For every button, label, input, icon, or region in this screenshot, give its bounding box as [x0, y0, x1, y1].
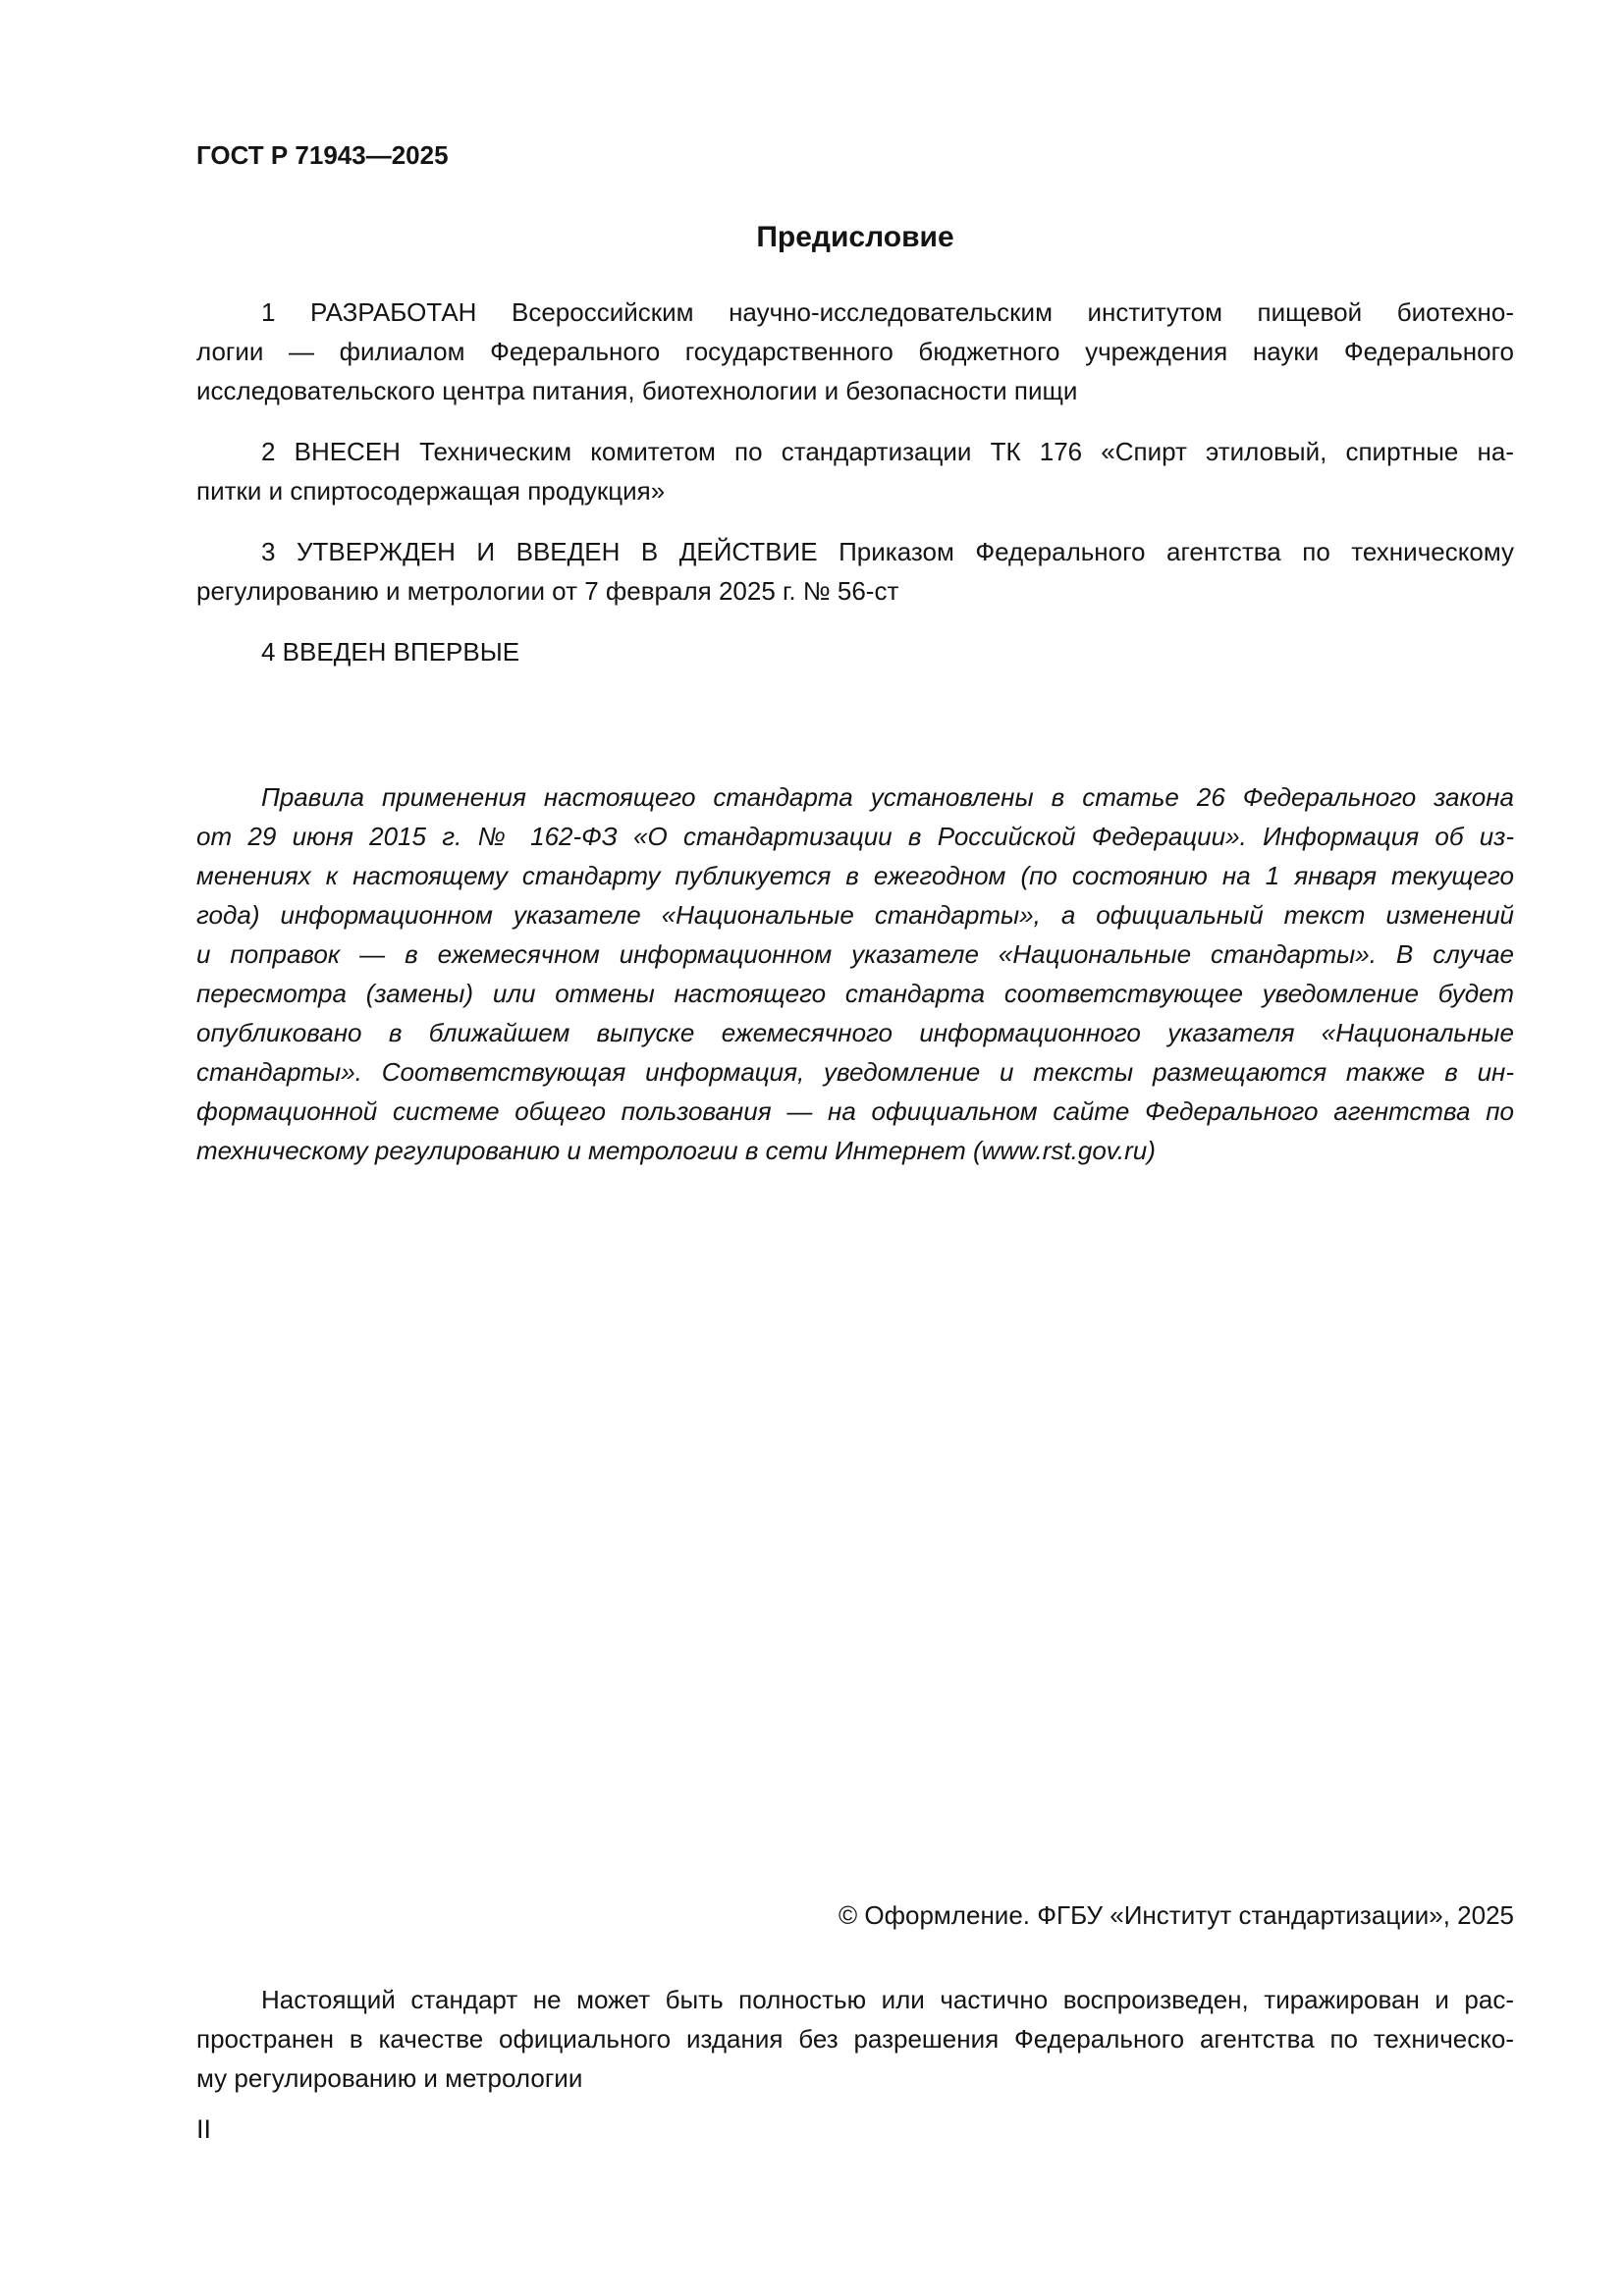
text-line: и поправок — в ежемесячном информационном указателе «Национальные стандарты». В случае	[196, 939, 1514, 969]
text-line: логии — филиалом Федерального государственного бюджетного учреждения науки Федерального	[196, 337, 1514, 366]
text-line: опубликовано в ближайшем выпуске ежемесячного информационного указателя «Национальные	[196, 1018, 1514, 1047]
text-line: 3 УТВЕРЖДЕН И ВВЕДЕН В ДЕЙСТВИЕ Приказом Федерального агентства по техническому	[261, 537, 1514, 566]
text-line: техническому регулированию и метрологии в сети Интернет (www.rst.gov.ru)	[196, 1136, 1156, 1165]
text-line: 2 ВНЕСЕН Техническим комитетом по стандартизации ТК 176 «Спирт этиловый, спиртные на-	[261, 437, 1514, 466]
footer-block	[196, 1896, 1514, 2149]
foreword-item-developed	[196, 293, 1514, 410]
text-line: питки и спиртосодержащая продукция»	[196, 476, 666, 506]
text-line: года) информационном указателе «Национальные стандарты», а официальный текст изменений	[196, 900, 1514, 930]
text-line: пространен в качестве официального издания без разрешения Федерального агентства по техническо-	[196, 2024, 1514, 2054]
text-line: 4 ВВЕДЕН ВПЕРВЫЕ	[261, 637, 520, 667]
foreword-item-first-edition	[196, 632, 1514, 671]
text-line: от 29 июня 2015 г. № 162-ФЗ «О стандартизации в Российской Федерации». Информация об из-	[196, 822, 1514, 851]
text-line: регулированию и метрологии от 7 февраля 2025 г. № 56-ст	[196, 576, 899, 606]
application-rules-note	[196, 777, 1514, 1170]
foreword-item-submitted	[196, 432, 1514, 510]
text-line: Настоящий стандарт не может быть полностью или частично воспроизведен, тиражирован и рас-	[261, 1985, 1514, 2014]
reproduction-disclaimer	[196, 1980, 1514, 2098]
text-line: 1 РАЗРАБОТАН Всероссийским научно-исследовательским институтом пищевой биотехно-	[261, 297, 1514, 327]
text-line: Правила применения настоящего стандарта установлены в статье 26 Федерального закона	[261, 782, 1514, 812]
text-line: исследовательского центра питания, биотехнологии и безопасности пищи	[196, 376, 1078, 405]
doc-code: ГОСТ Р 71943—2025	[196, 140, 449, 170]
text-line: пересмотра (замены) или отмены настоящего стандарта соответствующее уведомление будет	[196, 979, 1514, 1008]
page-number: II	[196, 2114, 212, 2144]
text-line: менениях к настоящему стандарту публикуется в ежегодном (по состоянию на 1 января текущего	[196, 861, 1514, 890]
foreword-item-approved	[196, 532, 1514, 611]
text-line: му регулированию и метрологии	[196, 2063, 583, 2093]
page-title: Предисловие	[756, 221, 954, 253]
text-line: стандарты». Соответствующая информация, уведомление и тексты размещаются также в ин-	[196, 1057, 1514, 1087]
text-line: формационной системе общего пользования — на официальном сайте Федерального агентства по	[196, 1096, 1514, 1126]
copyright-line: © Оформление. ФГБУ «Институт стандартизации», 2025	[839, 1900, 1514, 1930]
